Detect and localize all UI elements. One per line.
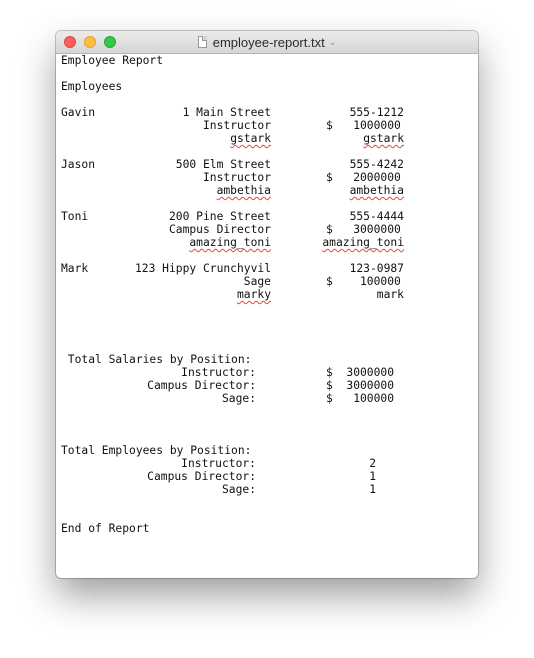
employee-address: 1 Main Street (182, 106, 271, 119)
employee-address: 500 Elm Street (175, 158, 271, 171)
username-text: ambethia (349, 184, 404, 197)
employee-name: Toni (61, 210, 89, 223)
salary-value: $ 3000000 (326, 379, 395, 392)
salary-label: Instructor: (181, 366, 256, 379)
counts-heading: Total Employees by Position: (61, 444, 252, 457)
employee-salary: $ 2000000 (326, 171, 401, 184)
salaries-heading: Total Salaries by Position: (61, 353, 252, 366)
employee-name: Jason (61, 158, 96, 171)
employee-salary: $ 1000000 (326, 119, 401, 132)
employee-username-right (56, 184, 404, 197)
count-value: 1 (369, 470, 376, 483)
salary-value: $ 3000000 (326, 366, 395, 379)
employee-username-right (56, 236, 404, 249)
employee-position: Instructor (202, 119, 271, 132)
count-label: Sage: (221, 483, 256, 496)
username-text: amazing_toni (189, 236, 271, 249)
username-text: marky (236, 288, 271, 301)
employee-position: Campus Director (168, 223, 271, 236)
username-text: ambethia (216, 184, 271, 197)
title-bar[interactable] (56, 31, 478, 54)
username-text: amazing_toni (322, 236, 404, 249)
count-label: Instructor: (181, 457, 256, 470)
employee-salary: $ 3000000 (326, 223, 401, 236)
window-title: employee-report.txt (212, 34, 325, 50)
employee-address: 200 Pine Street (168, 210, 271, 223)
salary-value: $ 100000 (326, 392, 395, 405)
report-footer: End of Report (61, 522, 150, 535)
employee-phone: 555-1212 (349, 106, 404, 119)
count-value: 2 (369, 457, 376, 470)
document-text-area[interactable] (56, 54, 478, 578)
salary-label: Sage: (221, 392, 256, 405)
employee-phone: 123-0987 (349, 262, 404, 275)
employee-position: Instructor (202, 171, 271, 184)
employee-name: Mark (61, 262, 89, 275)
employee-phone: 555-4242 (349, 158, 404, 171)
employee-position: Sage (243, 275, 271, 288)
document-icon (198, 36, 207, 48)
count-value: 1 (369, 483, 376, 496)
employee-address: 123 Hippy Crunchyvil (134, 262, 271, 275)
salary-label: Campus Director: (147, 379, 256, 392)
text-editor-window (56, 31, 478, 578)
employee-name: Gavin (61, 106, 96, 119)
username-text: gstark (230, 132, 271, 145)
employee-username-right (56, 132, 404, 145)
chevron-down-icon[interactable]: ⌄ (328, 36, 337, 47)
report-title: Employee Report (61, 54, 164, 67)
username-text: gstark (363, 132, 404, 145)
window-title-group[interactable] (56, 31, 478, 53)
employee-username-right: mark (376, 288, 404, 301)
employee-phone: 555-4444 (349, 210, 404, 223)
section-heading: Employees (61, 80, 123, 93)
employee-salary: $ 100000 (326, 275, 401, 288)
count-label: Campus Director: (147, 470, 256, 483)
